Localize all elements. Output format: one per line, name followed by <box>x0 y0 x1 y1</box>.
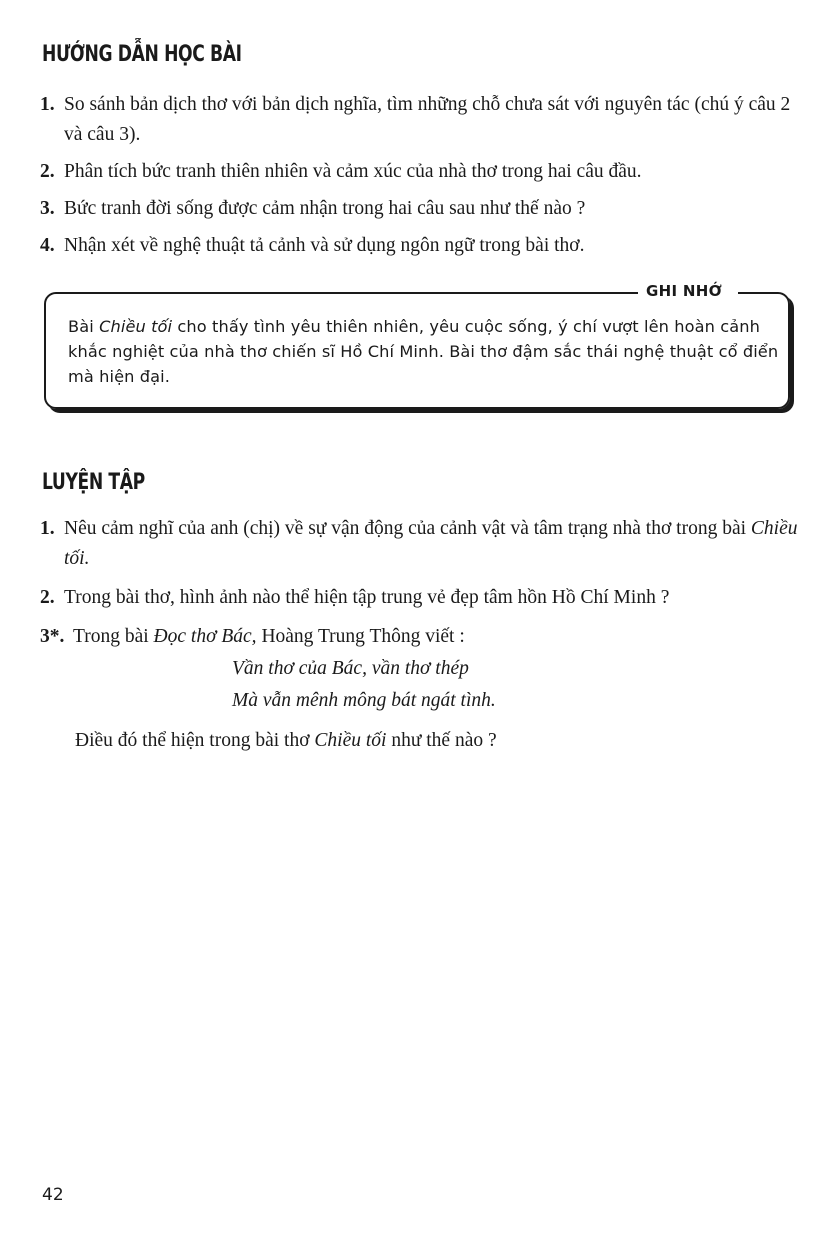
practice-list <box>40 514 810 661</box>
question-number: 2. <box>40 161 55 182</box>
study-question-2 <box>40 157 810 187</box>
question-number: 1. <box>40 94 55 115</box>
question-number: 3. <box>40 198 55 219</box>
question-text: So sánh bản dịch thơ với bản dịch nghĩa, tìm những chỗ chưa sát với nguyên tác (chú ý câu 2 và câu 3). <box>64 94 791 145</box>
study-guide-list <box>40 90 810 268</box>
question-text: Nêu cảm nghĩ của anh (chị) về sự vận động của cảnh vật và tâm trạng nhà thơ trong bài <box>64 518 751 539</box>
study-question-3 <box>40 194 810 224</box>
follow-suffix: như thế nào ? <box>386 730 497 751</box>
practice-question-2 <box>40 583 810 613</box>
page-number: 42 <box>42 1185 64 1205</box>
practice-question-3 <box>40 622 810 652</box>
verse-line-1: Vần thơ của Bác, vần thơ thép <box>232 658 469 679</box>
question-number: 1. <box>40 518 55 539</box>
poem-title: Chiều tối <box>314 730 387 751</box>
poem-title: Chiều tối <box>99 317 173 336</box>
question-number: 4. <box>40 235 55 256</box>
study-guide-heading: HƯỚNG DẪN HỌC BÀI <box>42 42 242 67</box>
question-prefix: Trong bài <box>73 626 154 647</box>
practice-question-1 <box>40 514 810 574</box>
remember-prefix: Bài <box>68 317 100 336</box>
question-suffix: Hoàng Trung Thông viết : <box>256 626 465 647</box>
follow-prefix: Điều đó thể hiện trong bài thơ <box>75 730 315 751</box>
poem-title: Chiều tối. <box>64 518 798 569</box>
verse-line-2: Mà vẫn mênh mông bát ngát tình. <box>232 690 496 711</box>
question-number: 3*. <box>40 626 65 647</box>
practice-heading: LUYỆN TẬP <box>42 470 145 495</box>
remember-body: cho thấy tình yêu thiên nhiên, yêu cuộc sống, ý chí vượt lên hoàn cảnh khắc nghiệt của nhà thơ chiến sĩ Hồ Chí Minh. Bài thơ đậm sắc thái nghệ thuật cổ điển mà hiện đại. <box>68 317 779 386</box>
question-number: 2. <box>40 587 55 608</box>
follow-up-question <box>75 726 497 756</box>
question-text: Nhận xét về nghệ thuật tả cảnh và sử dụng ngôn ngữ trong bài thơ. <box>64 235 585 256</box>
study-question-1 <box>40 90 810 150</box>
remember-text <box>68 314 780 389</box>
study-question-4 <box>40 231 810 261</box>
question-text: Phân tích bức tranh thiên nhiên và cảm xúc của nhà thơ trong hai câu đầu. <box>64 161 642 182</box>
question-text: Bức tranh đời sống được cảm nhận trong hai câu sau như thế nào ? <box>64 198 586 219</box>
remember-label: GHI NHỚ <box>646 282 722 300</box>
poem-title: Đọc thơ Bác, <box>153 626 257 647</box>
question-text: Trong bài thơ, hình ảnh nào thể hiện tập trung vẻ đẹp tâm hồn Hồ Chí Minh ? <box>64 587 670 608</box>
